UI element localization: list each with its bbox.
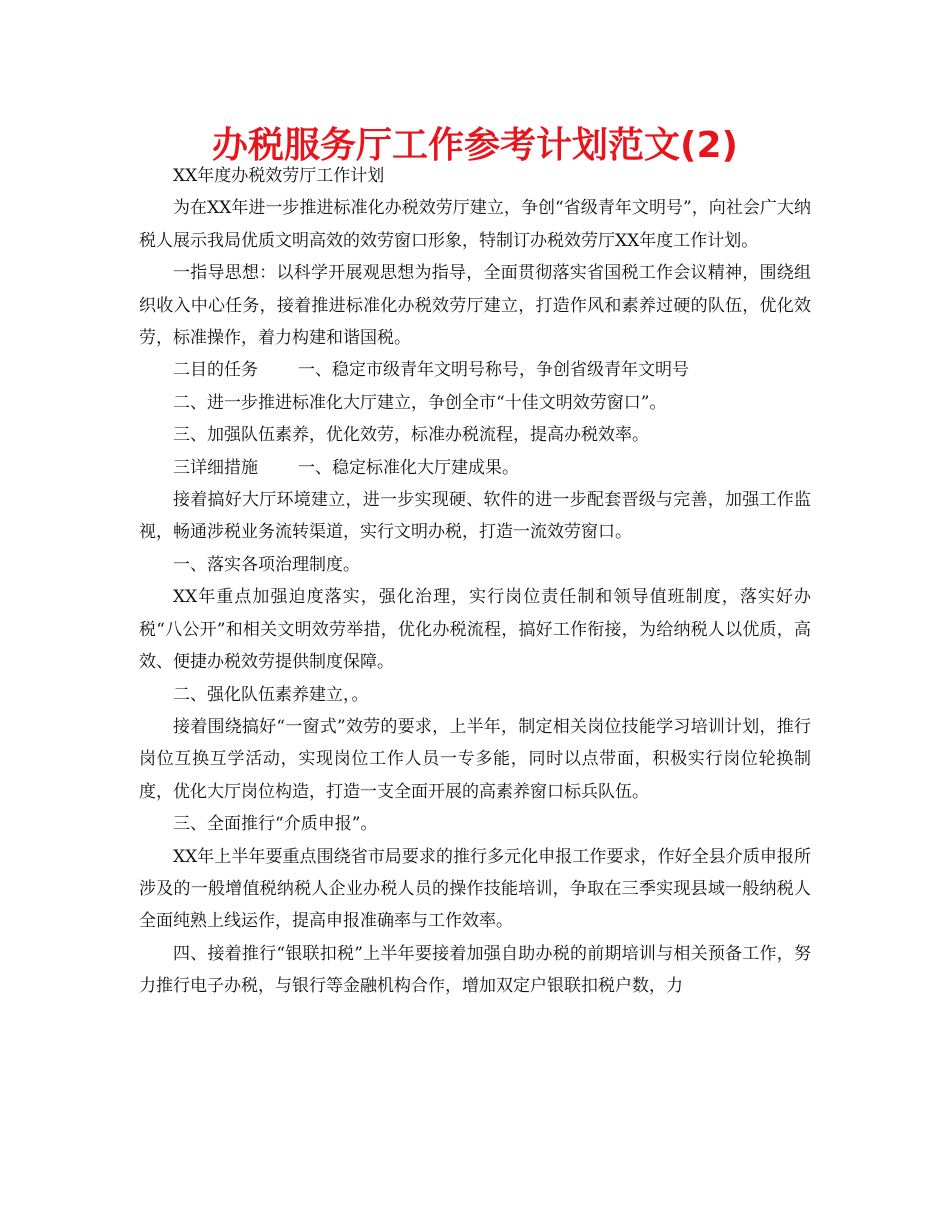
paragraph: 三、全面推行“介质申报”。	[173, 814, 378, 835]
paragraph: 一、落实各项治理制度。	[173, 554, 360, 575]
paragraph: XX年度办税效劳厅工作计划	[173, 166, 385, 186]
section-item: 一、稳定市级青年文明号称号，争创省级青年文明号	[298, 360, 689, 381]
paragraph: 二、进一步推进标准化大厅建立，争创全市“十佳文明效劳窗口”。	[173, 392, 667, 413]
document-body	[139, 160, 811, 1003]
paragraph: 二、强化队伍素养建立，。	[173, 684, 369, 705]
paragraph: 三、加强队伍素养，优化效劳，标准办税流程，提高办税效率。	[173, 425, 649, 446]
paragraph: 为在XX年进一步推进标准化办税效劳厅建立，争创“省级青年文明号”，向社会广大纳税人展示我局优质文明高效的效劳窗口形象，特制订办税效劳厅XX年度工作计划。	[139, 198, 811, 251]
section-item: 一、稳定标准化大厅建成果。	[298, 457, 519, 478]
section-lead: 三详细措施	[173, 457, 258, 478]
paragraph: 四、接着推行“银联扣税”上半年要接着加强自助办税的前期培训与相关预备工作，努力推行电子办税，与银行等金融机构合作，增加双定户银联扣税户数，力	[139, 943, 811, 997]
section-heading-goals	[139, 354, 811, 386]
document-title: 办税服务厅工作参考计划范文(2)	[212, 125, 738, 166]
paragraph: XX年上半年要重点围绕省市局要求的推行多元化申报工作要求，作好全县介质申报所涉及的一般增值税纳税人企业办税人员的操作技能培训，争取在三季实现县域一般纳税人全面纯熟上线运作，提高申报准确率与工作效率。	[139, 846, 811, 932]
paragraph: XX年重点加强迫度落实，强化治理，实行岗位责任制和领导值班制度，落实好办税“八公开”和相关文明效劳举措，优化办税流程，搞好工作衔接，为给纳税人以优质，高效、便捷办税效劳提供制度保障。	[139, 587, 811, 673]
paragraph: 接着围绕搞好“一窗式”效劳的要求，上半年，制定相关岗位技能学习培训计划，推行岗位互换互学活动，实现岗位工作人员一专多能，同时以点带面，积极实行岗位轮换制度，优化大厅岗位构造，打造一支全面开展的高素养窗口标兵队伍。	[139, 716, 811, 802]
paragraph: 一指导思想：以科学开展观思想为指导，全面贯彻落实省国税工作会议精神，围绕组织收入中心任务，接着推进标准化办税效劳厅建立，打造作风和素养过硬的队伍，优化效劳，标准操作，着力构建和谐国税。	[139, 263, 811, 349]
section-heading-measures	[139, 452, 811, 484]
section-lead: 二目的任务	[173, 360, 258, 381]
paragraph: 接着搞好大厅环境建立，进一步实现硬、软件的进一步配套晋级与完善，加强工作监视，畅通涉税业务流转渠道，实行文明办税，打造一流效劳窗口。	[139, 490, 811, 543]
